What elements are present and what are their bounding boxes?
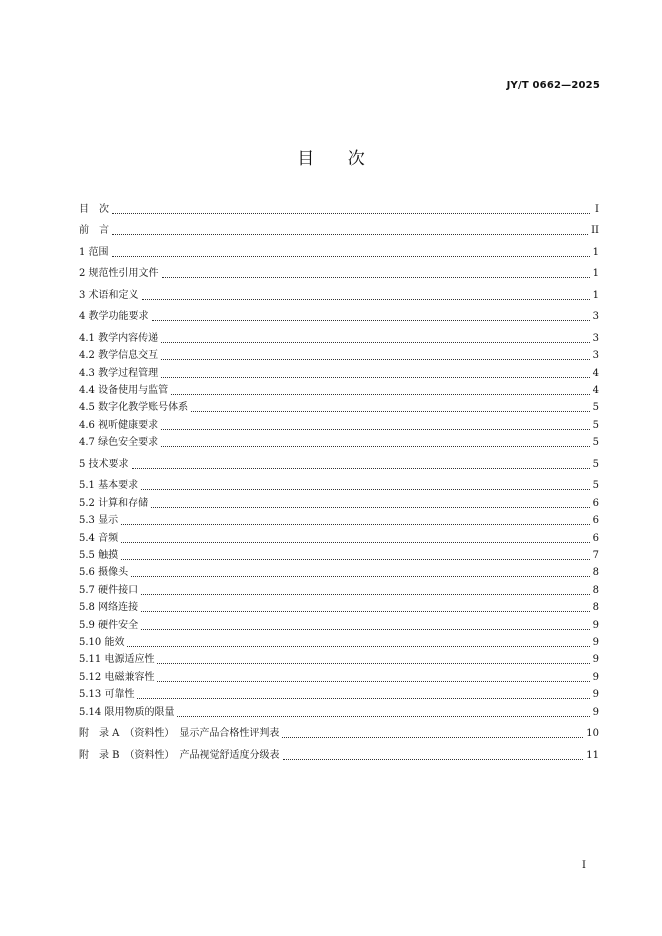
- toc-entry-page: 8: [592, 585, 599, 596]
- toc-entry-label: 5.5 触摸: [79, 550, 119, 561]
- toc-leader-dots: [152, 320, 590, 321]
- toc-entry[interactable]: [79, 329, 599, 345]
- toc-entry-page: 9: [592, 672, 599, 683]
- toc-entry-label: 5.14 限用物质的限量: [79, 707, 175, 718]
- toc-entry-page: 8: [592, 602, 599, 613]
- page-number: I: [582, 860, 586, 871]
- toc-entry[interactable]: [79, 668, 599, 684]
- toc-entry-page: 9: [592, 707, 599, 718]
- toc-entry-page: 6: [592, 533, 599, 544]
- toc-entry-label: 5.2 计算和存储: [79, 498, 149, 509]
- toc-leader-dots: [177, 716, 589, 717]
- toc-entry[interactable]: [79, 221, 599, 237]
- toc-entry-label: 5.1 基本要求: [79, 480, 139, 491]
- toc-entry-page: 3: [592, 350, 599, 361]
- toc-leader-dots: [191, 411, 590, 412]
- toc-entry-page: 5: [592, 480, 599, 491]
- toc-entry-label: 1 范围: [79, 247, 109, 258]
- toc-entry-label: 5.6 摄像头: [79, 567, 129, 578]
- toc-entry-page: 9: [592, 620, 599, 631]
- toc-entry-page: 3: [592, 311, 599, 322]
- toc-entry-page: 1: [592, 268, 599, 279]
- toc-entry-label: 附 录 A （资料性） 显示产品合格性评判表: [79, 728, 280, 739]
- toc-entry[interactable]: [79, 546, 599, 562]
- toc-entry-page: I: [595, 204, 599, 215]
- toc-entry-page: 9: [592, 689, 599, 700]
- toc-entry-page: 1: [592, 290, 599, 301]
- toc-entry[interactable]: [79, 616, 599, 632]
- toc-entry-label: 4 教学功能要求: [79, 311, 149, 322]
- toc-entry[interactable]: [79, 581, 599, 597]
- toc-entry[interactable]: [79, 264, 599, 280]
- toc-entry-label: 5.9 硬件安全: [79, 620, 139, 631]
- toc-leader-dots: [161, 446, 590, 447]
- toc-entry-page: 11: [586, 750, 599, 761]
- toc-leader-dots: [121, 524, 590, 525]
- toc-entry-label: 5.4 音频: [79, 533, 119, 544]
- toc-leader-dots: [157, 663, 589, 664]
- toc-entry[interactable]: [79, 476, 599, 492]
- toc-entry-label: 5.11 电源适应性: [79, 654, 155, 665]
- toc-leader-dots: [112, 256, 590, 257]
- toc-entry-page: 6: [592, 515, 599, 526]
- toc-entry-label: 3 术语和定义: [79, 290, 139, 301]
- toc-leader-dots: [132, 468, 590, 469]
- toc-leader-dots: [161, 359, 590, 360]
- toc-entry[interactable]: [79, 650, 599, 666]
- toc-entry-label: 4.3 教学过程管理: [79, 368, 159, 379]
- toc-entry[interactable]: [79, 724, 599, 740]
- toc-entry-page: 7: [592, 550, 599, 561]
- toc-entry[interactable]: [79, 529, 599, 545]
- toc-entry-label: 4.5 数字化教学账号体系: [79, 402, 189, 413]
- toc-entry-page: 4: [592, 385, 599, 396]
- toc-entry[interactable]: [79, 346, 599, 362]
- toc-entry[interactable]: [79, 398, 599, 414]
- toc-leader-dots: [137, 698, 589, 699]
- toc-leader-dots: [112, 234, 588, 235]
- toc-entry[interactable]: [79, 381, 599, 397]
- toc-entry[interactable]: [79, 494, 599, 510]
- toc-entry-label: 4.6 视听健康要求: [79, 420, 159, 431]
- toc-leader-dots: [141, 489, 590, 490]
- toc-leader-dots: [121, 559, 590, 560]
- toc-leader-dots: [127, 646, 589, 647]
- toc-entry-label: 4.1 教学内容传递: [79, 333, 159, 344]
- toc-entry[interactable]: [79, 433, 599, 449]
- toc-leader-dots: [171, 394, 590, 395]
- toc-entry[interactable]: [79, 286, 599, 302]
- toc-entry[interactable]: [79, 364, 599, 380]
- toc-entry[interactable]: [79, 563, 599, 579]
- toc-entry-label: 5.8 网络连接: [79, 602, 139, 613]
- toc-entry-page: 8: [592, 567, 599, 578]
- toc-leader-dots: [151, 507, 590, 508]
- toc-entry[interactable]: [79, 416, 599, 432]
- toc-entry-page: 10: [586, 728, 599, 739]
- toc-entry[interactable]: [79, 746, 599, 762]
- toc-leader-dots: [121, 542, 590, 543]
- toc-entry-label: 2 规范性引用文件: [79, 268, 159, 279]
- toc-leader-dots: [141, 629, 590, 630]
- toc-leader-dots: [162, 277, 590, 278]
- document-code: JY/T 0662—2025: [506, 80, 600, 91]
- toc-entry-label: 目 次: [79, 204, 109, 215]
- toc-entry-label: 4.2 教学信息交互: [79, 350, 159, 361]
- toc-entry[interactable]: [79, 598, 599, 614]
- toc-entry[interactable]: [79, 685, 599, 701]
- toc-entry-page: 5: [592, 459, 599, 470]
- toc-entry-page: 4: [592, 368, 599, 379]
- toc-entry-page: 3: [592, 333, 599, 344]
- toc-leader-dots: [161, 429, 590, 430]
- toc-entry-label: 5.10 能效: [79, 637, 125, 648]
- toc-entry[interactable]: [79, 511, 599, 527]
- toc-leader-dots: [112, 213, 590, 214]
- toc-leader-dots: [157, 681, 589, 682]
- page-title: 目 次: [297, 149, 379, 169]
- toc-leader-dots: [283, 759, 584, 760]
- toc-entry-label: 前 言: [79, 225, 109, 236]
- toc-leader-dots: [131, 576, 590, 577]
- toc-entry-label: 5 技术要求: [79, 459, 129, 470]
- toc-leader-dots: [141, 611, 590, 612]
- toc-leader-dots: [141, 594, 590, 595]
- toc-leader-dots: [161, 342, 590, 343]
- toc-entry[interactable]: [79, 703, 599, 719]
- toc-entry-page: 9: [592, 637, 599, 648]
- toc-entry-page: 1: [592, 247, 599, 258]
- toc-entry-page: 9: [592, 654, 599, 665]
- toc-entry-page: 5: [592, 402, 599, 413]
- toc-entry[interactable]: [79, 200, 599, 216]
- toc-entry[interactable]: [79, 243, 599, 259]
- toc-leader-dots: [142, 299, 590, 300]
- toc-entry[interactable]: [79, 307, 599, 323]
- toc-entry-label: 4.4 设备使用与监管: [79, 385, 169, 396]
- toc-entry-page: 6: [592, 498, 599, 509]
- toc-entry-page: II: [591, 225, 599, 236]
- toc-entry-label: 5.3 显示: [79, 515, 119, 526]
- toc-entry-label: 4.7 绿色安全要求: [79, 437, 159, 448]
- toc-entry-page: 5: [592, 420, 599, 431]
- toc-entry-label: 5.12 电磁兼容性: [79, 672, 155, 683]
- toc-entry[interactable]: [79, 455, 599, 471]
- toc-entry-page: 5: [592, 437, 599, 448]
- toc-entry-label: 附 录 B （资料性） 产品视觉舒适度分级表: [79, 750, 280, 761]
- toc-entry[interactable]: [79, 633, 599, 649]
- toc-leader-dots: [282, 737, 583, 738]
- toc-entry-label: 5.13 可靠性: [79, 689, 135, 700]
- toc-leader-dots: [161, 377, 590, 378]
- toc-entry-label: 5.7 硬件接口: [79, 585, 139, 596]
